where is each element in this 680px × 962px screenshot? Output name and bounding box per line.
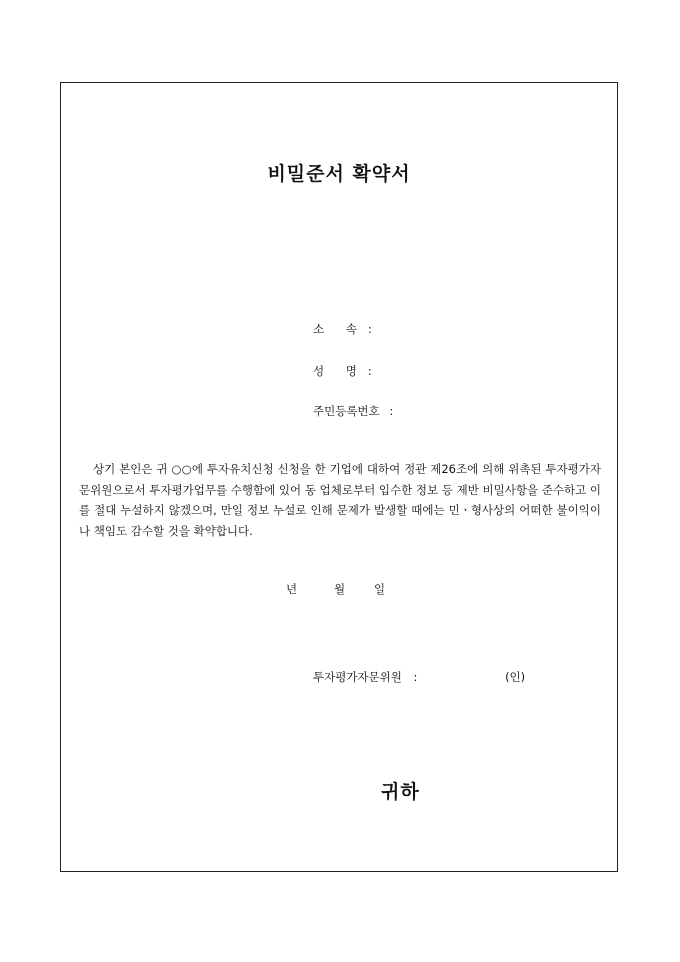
resident-number-colon: : bbox=[389, 404, 394, 418]
pledge-body: 상기 본인은 귀 ○○에 투자유치신청 신청을 한 기업에 대하여 정관 제26조에 의해 위촉된 투자평가자문위원으로서 투자평가업무를 수행함에 있어 동 업체로부터 입수한 정보 등 제반 비밀사항을 준수하고 이를 절대 누설하지 않겠으며, 만일 정보 누설로 인해 문제가 발생할 때에는 민ㆍ형사상의 어떠한 불이익이나 책임도 감수할 것을 확약합니다. bbox=[79, 462, 601, 538]
affiliation-label: 소 속 bbox=[313, 322, 366, 336]
affiliation-field bbox=[313, 321, 372, 337]
resident-number-label: 주민등록번호 bbox=[313, 404, 380, 418]
document-title: 비밀준서 확약서 bbox=[267, 163, 411, 185]
date-year: 년 bbox=[286, 582, 298, 596]
affiliation-colon: : bbox=[367, 322, 372, 336]
seal-mark: (인) bbox=[505, 670, 526, 684]
signer-line bbox=[313, 669, 525, 685]
document-frame bbox=[60, 82, 618, 872]
addressee: 귀하 bbox=[381, 781, 420, 803]
date-day: 일 bbox=[374, 582, 386, 596]
name-field bbox=[313, 363, 372, 379]
date-line bbox=[286, 581, 385, 597]
date-month: 월 bbox=[334, 582, 346, 596]
signer-label: 투자평가자문위원 bbox=[313, 670, 402, 684]
signer-colon: : bbox=[413, 670, 418, 684]
resident-number-field bbox=[313, 403, 393, 419]
name-colon: : bbox=[367, 364, 372, 378]
name-label: 성 명 bbox=[313, 364, 366, 378]
